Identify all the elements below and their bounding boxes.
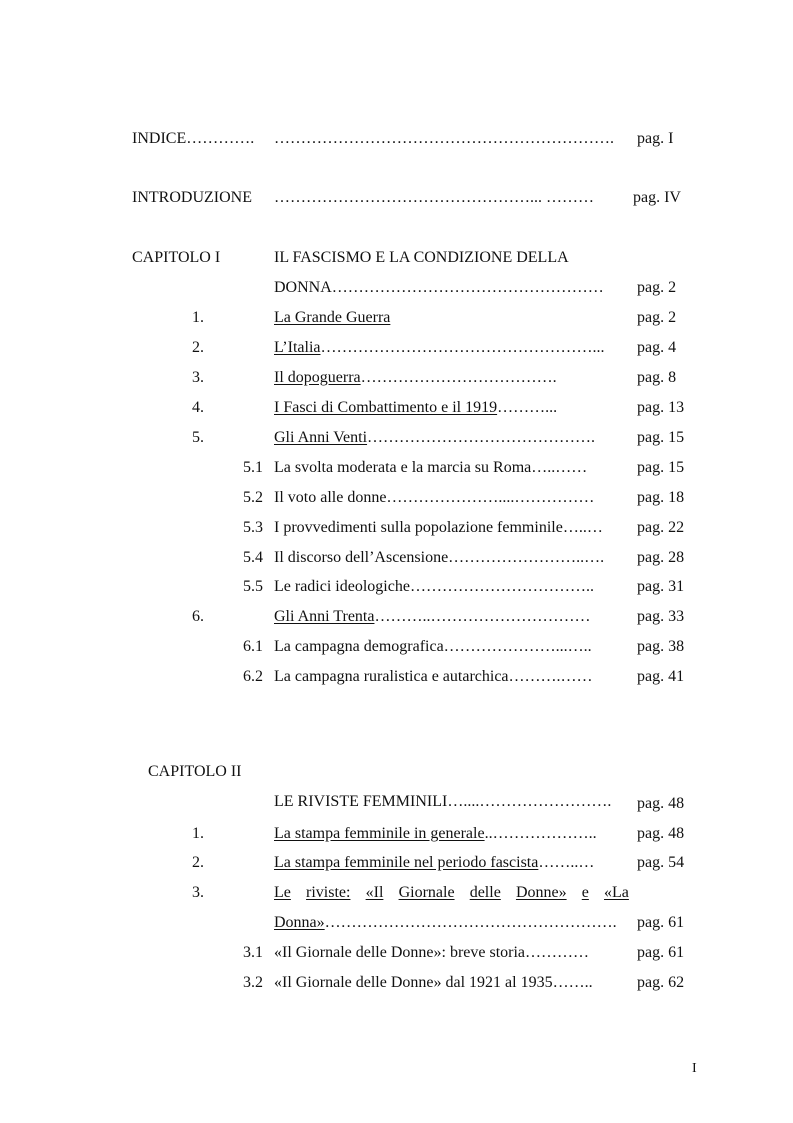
toc-entry-title-line2: Donna»………………………………………………. <box>274 914 617 931</box>
toc-entry-num: 3. <box>192 369 204 386</box>
toc-subentry-title: La campagna demografica…………………...….. <box>274 638 592 655</box>
toc-entry-link[interactable]: Donna» <box>274 914 325 931</box>
toc-entry-link-word[interactable]: delle <box>469 884 501 901</box>
chapter-2-page: pag. 48 <box>637 795 685 812</box>
toc-subentry-page: pag. 62 <box>637 974 685 991</box>
toc-subentry-page: pag. 61 <box>637 944 685 961</box>
toc-entry-title: Gli Anni Venti……………………………………. <box>274 429 596 446</box>
toc-entry-num: 2. <box>192 339 204 356</box>
toc-subentry-title: Le radici ideologiche…………………………….. <box>274 578 594 595</box>
toc-entry-link[interactable]: Gli Anni Trenta <box>274 608 375 625</box>
toc-entry-link[interactable]: I Fasci di Combattimento e il 1919 <box>274 399 498 416</box>
toc-indice-page: pag. I <box>637 130 674 147</box>
toc-entry-num: 4. <box>192 399 204 416</box>
toc-entry-page: pag. 8 <box>637 369 677 386</box>
toc-subentry-title: I provvedimenti sulla popolazione femminile…..… <box>274 519 603 536</box>
toc-entry-title: Gli Anni Trenta………..………………………… <box>274 608 591 625</box>
toc-entry-link[interactable]: La stampa femminile nel periodo fascista <box>274 854 539 871</box>
chapter-2-label: CAPITOLO II <box>148 763 242 780</box>
toc-entry-num: 1. <box>192 825 204 842</box>
toc-entry-page: pag. 54 <box>637 854 685 871</box>
toc-entry-num: 2. <box>192 854 204 871</box>
toc-entry-link[interactable]: L’Italia <box>274 339 321 356</box>
toc-entry-title: La stampa femminile nel periodo fascista……..… <box>274 854 595 871</box>
toc-entry-link-word[interactable]: riviste: <box>306 884 351 901</box>
toc-subentry-title: La svolta moderata e la marcia su Roma…..…… <box>274 459 588 476</box>
toc-subentry-num: 3.1 <box>243 944 263 961</box>
toc-entry-link-word[interactable]: «Il <box>365 884 384 901</box>
toc-entry-title: Il dopoguerra………………………………. <box>274 369 557 386</box>
toc-entry-num: 1. <box>192 309 204 326</box>
toc-subentry-page: pag. 31 <box>637 578 685 595</box>
toc-entry-link[interactable]: La Grande Guerra <box>274 309 391 326</box>
toc-entry-link[interactable]: Il dopoguerra <box>274 369 361 386</box>
page-number: I <box>692 1061 697 1076</box>
toc-introduzione-label: INTRODUZIONE <box>132 189 252 206</box>
toc-subentry-num: 5.5 <box>243 578 263 595</box>
toc-entry-page: pag. 13 <box>637 399 685 416</box>
chapter-2-title: LE RIVISTE FEMMINILI…....……………………. <box>274 793 612 810</box>
toc-entry-num: 5. <box>192 429 204 446</box>
toc-subentry-page: pag. 38 <box>637 638 685 655</box>
chapter-1-title-line1: IL FASCISMO E LA CONDIZIONE DELLA <box>274 249 569 266</box>
toc-subentry-page: pag. 41 <box>637 668 685 685</box>
toc-entry-link-word[interactable]: «La <box>604 884 629 901</box>
toc-introduzione-dots: …………………………………………... ……… <box>274 189 594 206</box>
toc-subentry-num: 5.1 <box>243 459 263 476</box>
toc-subentry-num: 5.4 <box>243 549 263 566</box>
toc-subentry-num: 6.2 <box>243 668 263 685</box>
toc-entry-page: pag. 15 <box>637 429 685 446</box>
toc-entry-link-word[interactable]: Giornale <box>398 884 455 901</box>
chapter-1-label: CAPITOLO I <box>132 249 221 266</box>
toc-entry-num: 3. <box>192 884 204 901</box>
toc-entry-page: pag. 48 <box>637 825 685 842</box>
toc-entry-title: L’Italia……………………………………………... <box>274 339 605 356</box>
toc-indice-label: INDICE…………. <box>132 130 255 147</box>
toc-subentry-title: «Il Giornale delle Donne» dal 1921 al 1935…….. <box>274 974 593 991</box>
toc-entry-link-word[interactable]: Donne» <box>515 884 567 901</box>
toc-entry-link[interactable]: Gli Anni Venti <box>274 429 368 446</box>
toc-subentry-page: pag. 15 <box>637 459 685 476</box>
toc-entry-title: La stampa femminile in generale..……………….. <box>274 825 597 842</box>
toc-subentry-title: Il discorso dell’Ascensione……………………..…. <box>274 549 605 566</box>
toc-subentry-title: «Il Giornale delle Donne»: breve storia………… <box>274 944 590 961</box>
chapter-1-page: pag. 2 <box>637 279 677 296</box>
toc-entry-page: pag. 2 <box>637 309 677 326</box>
toc-indice-dots: ………………………………………………………. <box>274 130 614 147</box>
toc-entry-link-word[interactable]: Le <box>274 884 291 901</box>
toc-entry-link[interactable]: La stampa femminile in generale <box>274 825 485 842</box>
chapter-1-title-line2: DONNA…………………………………………… <box>274 279 604 296</box>
toc-entry-num: 6. <box>192 608 204 625</box>
toc-entry-link-word[interactable]: e <box>581 884 589 901</box>
toc-subentry-page: pag. 28 <box>637 549 685 566</box>
toc-subentry-num: 6.1 <box>243 638 263 655</box>
toc-subentry-num: 5.2 <box>243 489 263 506</box>
toc-subentry-num: 5.3 <box>243 519 263 536</box>
toc-subentry-page: pag. 18 <box>637 489 685 506</box>
toc-entry-page: pag. 4 <box>637 339 677 356</box>
toc-subentry-title: La campagna ruralistica e autarchica……….…… <box>274 668 593 685</box>
toc-entry-title: I Fasci di Combattimento e il 1919………... <box>274 399 558 416</box>
toc-subentry-num: 3.2 <box>243 974 263 991</box>
toc-subentry-title: Il voto alle donne…………………....…………… <box>274 489 595 506</box>
toc-subentry-page: pag. 22 <box>637 519 685 536</box>
toc-entry-title <box>274 308 390 328</box>
toc-entry-title-justified <box>274 883 629 903</box>
toc-introduzione-page: pag. IV <box>633 189 681 206</box>
toc-entry-page: pag. 33 <box>637 608 685 625</box>
toc-entry-page: pag. 61 <box>637 914 685 931</box>
